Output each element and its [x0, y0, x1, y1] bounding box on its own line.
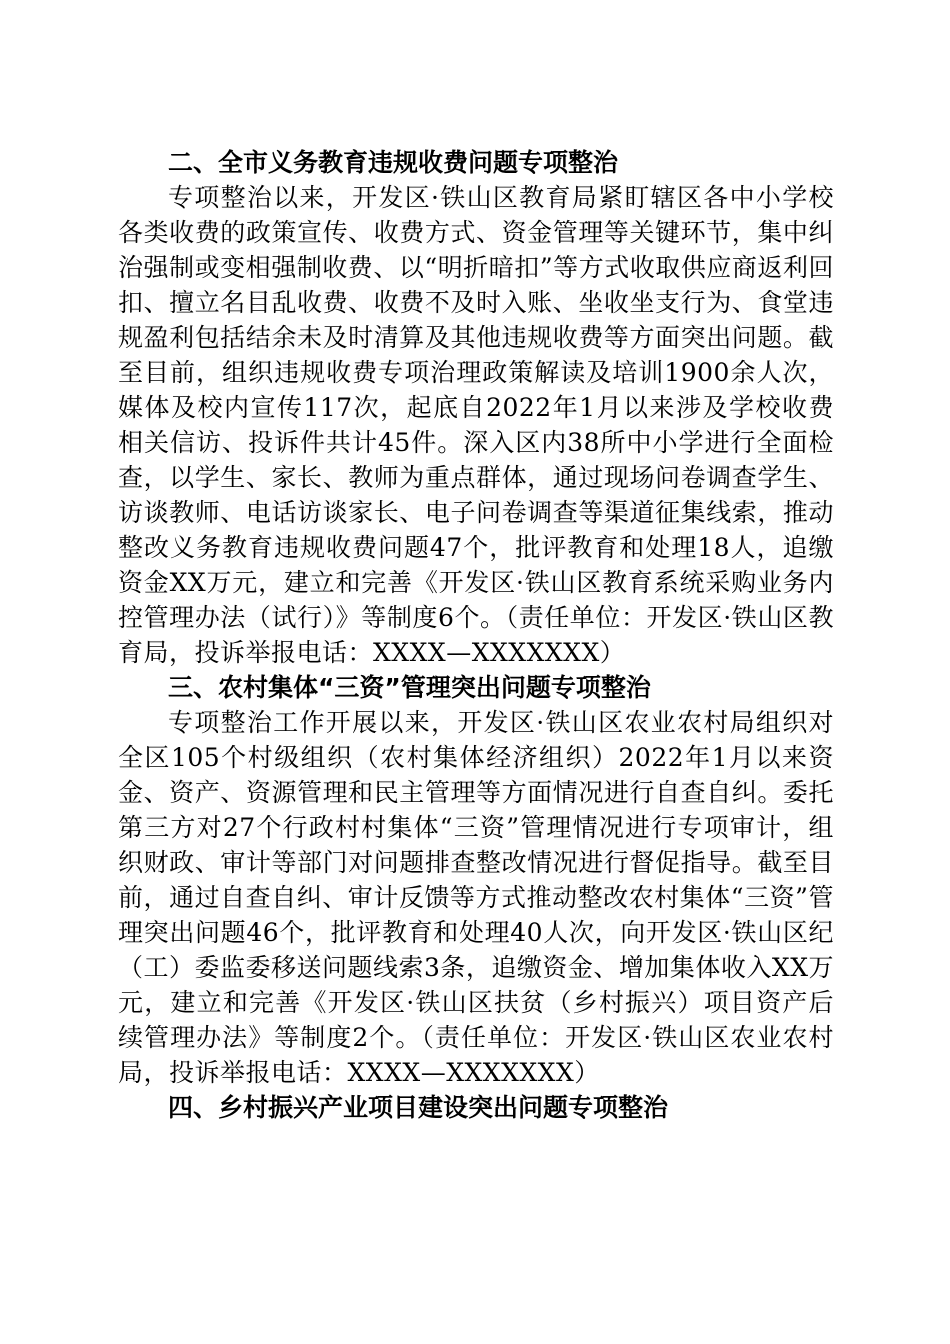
section-heading-4: 四、乡村振兴产业项目建设突出问题专项整治: [168, 1093, 669, 1122]
document-page: [118, 145, 834, 1125]
section-body-2: 专项整治以来，开发区·铁山区教育局紧盯辖区各中小学校各类收费的政策宣传、收费方式、资金管理等关键环节，集中纠治强制或变相强制收费、以“明折暗扣”等方式收取供应商返利回扣、擅立名目乱收费、收费不及时入账、坐收坐支行为、食堂违规盈利包括结余未及时清算及其他违规收费等方面突出问题。截至目前，组织违规收费专项治理政策解读及培训1900余人次，媒体及校内宣传117次，起底自2022年1月以来涉及学校收费相关信访、投诉件共计45件。深入区内38所中小学进行全面检查，以学生、家长、教师为重点群体，通过现场问卷调查学生、访谈教师、电话访谈家长、电子问卷调查等渠道征集线索，推动整改义务教育违规收费问题47个，批评教育和处理18人，追缴资金XX万元，建立和完善《开发区·铁山区教育系统采购业务内控管理办法（试行）》等制度6个。（责任单位：开发区·铁山区教育局，投诉举报电话：XXXX—XXXXXXX）: [118, 183, 834, 667]
section-heading-3: 三、农村集体“三资”管理突出问题专项整治: [168, 673, 651, 702]
section-body-3: 专项整治工作开展以来，开发区·铁山区农业农村局组织对全区105个村级组织（农村集体经济组织）2022年1月以来资金、资产、资源管理和民主管理等方面情况进行自查自纠。委托第三方对27个行政村村集体“三资”管理情况进行专项审计，组织财政、审计等部门对问题排查整改情况进行督促指导。截至目前，通过自查自纠、审计反馈等方式推动整改农村集体“三资”管理突出问题46个，批评教育和处理40人次，向开发区·铁山区纪（工）委监委移送问题线索3条，追缴资金、增加集体收入XX万元，建立和完善《开发区·铁山区扶贫（乡村振兴）项目资产后续管理办法》等制度2个。（责任单位：开发区·铁山区农业农村局，投诉举报电话：XXXX—XXXXXXX）: [118, 708, 835, 1087]
section-heading-2: 二、全市义务教育违规收费问题专项整治: [168, 148, 619, 177]
